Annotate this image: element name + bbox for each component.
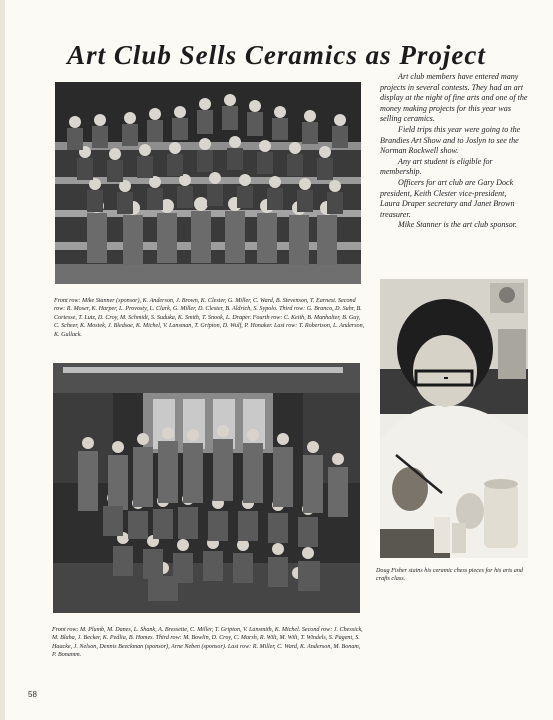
- article-body: [380, 72, 528, 231]
- group-photo-bleachers: [55, 82, 361, 284]
- article-paragraph: Any art student is eligible for membership.: [380, 156, 493, 177]
- page-headline: Art Club Sells Ceramics as Project: [67, 40, 486, 70]
- article-paragraph: Art club members have entered many projects in several contests. They had an art display at the night of fine arts and one of the money making projects for this year was selling ceramics.: [380, 72, 528, 124]
- group-photo-hallway: [53, 363, 360, 613]
- portrait-photo-student-ceramics: [380, 279, 528, 558]
- article-paragraph: Field trips this year were going to the Brandies Art Show and to Joslyn to see the Norman Rockwell show.: [380, 124, 521, 156]
- page-number: 58: [28, 690, 37, 699]
- group-photo-1-caption: Front row: Mike Stanner (sponsor), K. Anderson, J. Brown, K. Clester, G. Miller, C. Ward, B. Stevenson, T. Earnest. Second row: R. Moser, K. Harper, L. Provosty, L. Clark, G. Miller, D. Clester, B. Aldrich, S. Sypolo. Third row: G. Branco, D. Suhr, B. Cortesse, T. Lutz, D. Croy, M. Schmidt, S. Suduka, K. Smith, T. Snook, L. Draper. Fourth row: C. Keith, B. Manhalter, B. Guy, C. Scheer, K. Mostek, J. Bledsoe, K. Michel, V. Lansman, T. Gripton, D. Wulf, P. Honaker. Last row: T. Robertson, L. Anderson, K. Gullack.: [54, 298, 365, 338]
- page-edge: [0, 0, 5, 720]
- article-paragraph: Mike Stanner is the art club sponsor.: [398, 220, 517, 230]
- group-photo-2-caption: Front row: M. Plumb, M. Danes, L. Shank, A. Bressette, C. Miller, T. Gripton, V. Lansmith, K. Michel. Second row: J. Chessick, M. Blaha, J. Becker, K. Pedlia, B. Homes. Third row: M. Bowlin, D. Croy, C. Marsh, R. Wilt, M. Wilt, T. Windels, S. Pagent, S. Haacke, J. Nelson, Dennis Beeckman (sponsor), Arne Neben (sponsor). Last row: R. Miller, C. Ward, K. Anderson, M. Bonam, P. Bonamm.: [52, 627, 363, 659]
- portrait-photo-caption: Doug Fisher stains his ceramic chess pieces for his arts and crafts class.: [376, 568, 523, 583]
- article-paragraph: Officers for art club are Gary Dock president, Keith Clester vice-president, Laura Draper secretary and Janet Brown treasurer.: [380, 177, 515, 219]
